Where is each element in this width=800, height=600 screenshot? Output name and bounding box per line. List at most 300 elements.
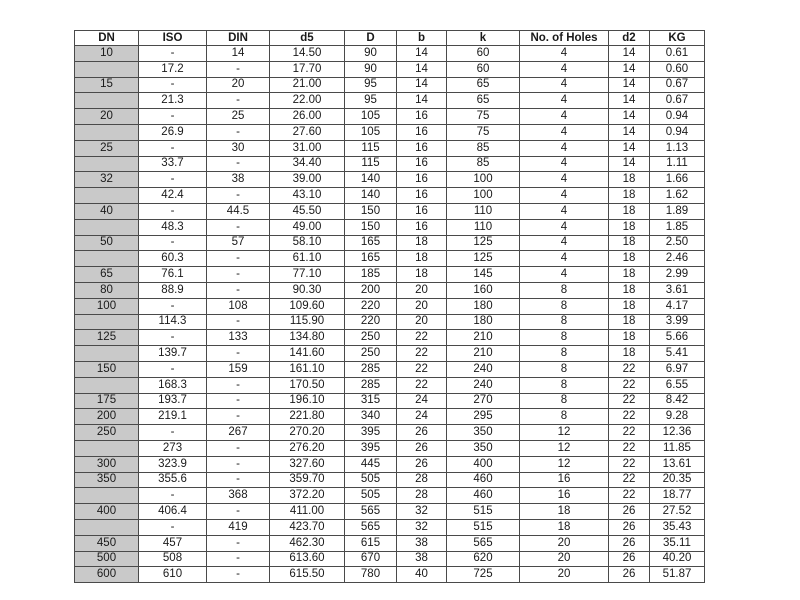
table-cell: - [139,235,207,251]
table-cell: 18 [609,330,650,346]
dn-cell: 300 [75,456,139,472]
table-cell: 35.11 [650,535,705,551]
dn-cell: 600 [75,567,139,583]
table-cell: 26 [609,535,650,551]
table-row [75,330,705,346]
dn-cell [75,314,139,330]
table-cell: 411.00 [270,504,345,520]
table-cell: 285 [345,377,397,393]
table-row [75,46,705,62]
table-cell: 170.50 [270,377,345,393]
table-cell: 4 [520,77,609,93]
table-cell: 95 [345,93,397,109]
column-header: d2 [609,31,650,46]
table-cell: 18 [609,203,650,219]
table-cell: 49.00 [270,219,345,235]
table-cell: 12 [520,456,609,472]
table-cell: 725 [447,567,520,583]
table-cell: 276.20 [270,440,345,456]
table-cell: 21.00 [270,77,345,93]
table-row [75,488,705,504]
dn-cell: 400 [75,504,139,520]
table-cell: 4 [520,46,609,62]
table-cell: - [139,140,207,156]
table-row [75,61,705,77]
table-cell: 14 [609,93,650,109]
table-cell: 90.30 [270,282,345,298]
table-cell: 210 [447,330,520,346]
table-row [75,346,705,362]
table-cell: 505 [345,472,397,488]
table-cell: 61.10 [270,251,345,267]
table-cell: - [207,251,270,267]
column-header: KG [650,31,705,46]
table-cell: 4 [520,267,609,283]
table-row [75,361,705,377]
table-cell: 0.67 [650,77,705,93]
dn-cell: 10 [75,46,139,62]
column-header: D [345,31,397,46]
table-cell: 16 [520,488,609,504]
table-cell: 4.17 [650,298,705,314]
table-cell: 220 [345,314,397,330]
dn-cell: 125 [75,330,139,346]
table-cell: 220 [345,298,397,314]
table-cell: 165 [345,251,397,267]
table-cell: 3.61 [650,282,705,298]
table-cell: 140 [345,172,397,188]
table-cell: 14 [609,77,650,93]
dn-cell: 175 [75,393,139,409]
table-cell: 462.30 [270,535,345,551]
table-cell: 240 [447,361,520,377]
table-cell: 4 [520,140,609,156]
table-cell: 168.3 [139,377,207,393]
table-cell: 20 [397,314,447,330]
table-cell: 8 [520,377,609,393]
table-row [75,472,705,488]
dn-cell: 50 [75,235,139,251]
table-cell: 1.89 [650,203,705,219]
dn-cell: 250 [75,425,139,441]
table-cell: - [207,346,270,362]
table-row [75,440,705,456]
table-cell: 38 [207,172,270,188]
table-row [75,140,705,156]
dn-cell [75,93,139,109]
table-cell: 22 [609,440,650,456]
table-cell: 85 [447,140,520,156]
table-cell: 8 [520,409,609,425]
table-cell: 295 [447,409,520,425]
table-cell: 8 [520,298,609,314]
table-row [75,235,705,251]
table-cell: 60 [447,46,520,62]
table-cell: 372.20 [270,488,345,504]
table-cell: 18 [609,219,650,235]
table-cell: 100 [447,188,520,204]
table-cell: 22.00 [270,93,345,109]
table-cell: 460 [447,472,520,488]
table-cell: 88.9 [139,282,207,298]
table-cell: 57 [207,235,270,251]
table-cell: 26.00 [270,109,345,125]
dn-cell [75,251,139,267]
table-cell: - [139,519,207,535]
dn-cell [75,61,139,77]
table-cell: 90 [345,46,397,62]
table-cell: 85 [447,156,520,172]
table-cell: 14 [609,140,650,156]
dn-cell [75,346,139,362]
table-cell: - [207,535,270,551]
table-row [75,551,705,567]
table-cell: 42.4 [139,188,207,204]
table-cell: 20 [207,77,270,93]
table-cell: 359.70 [270,472,345,488]
table-cell: 221.80 [270,409,345,425]
table-cell: 200 [345,282,397,298]
table-cell: 395 [345,440,397,456]
table-cell: 14 [609,109,650,125]
dn-cell: 20 [75,109,139,125]
table-row [75,156,705,172]
table-cell: - [207,567,270,583]
table-cell: 24 [397,409,447,425]
dn-cell: 200 [75,409,139,425]
table-cell: 26 [609,504,650,520]
table-cell: 77.10 [270,267,345,283]
table-cell: 4 [520,203,609,219]
table-cell: 505 [345,488,397,504]
column-header: b [397,31,447,46]
table-cell: 4 [520,188,609,204]
table-cell: 35.43 [650,519,705,535]
table-cell: - [207,393,270,409]
table-cell: 1.85 [650,219,705,235]
table-cell: 267 [207,425,270,441]
table-cell: 406.4 [139,504,207,520]
table-cell: 340 [345,409,397,425]
table-cell: 60.3 [139,251,207,267]
table-header-row [75,31,705,46]
table-cell: 30 [207,140,270,156]
table-cell: 14 [397,93,447,109]
table-cell: 4 [520,93,609,109]
table-cell: 100 [447,172,520,188]
table-cell: 14.50 [270,46,345,62]
table-row [75,188,705,204]
table-cell: - [207,551,270,567]
table-cell: 180 [447,314,520,330]
table-cell: 22 [609,488,650,504]
column-header: DN [75,31,139,46]
table-cell: 6.97 [650,361,705,377]
table-cell: 17.70 [270,61,345,77]
table-row [75,409,705,425]
table-cell: 0.94 [650,109,705,125]
table-cell: 8 [520,346,609,362]
column-header: ISO [139,31,207,46]
dn-cell: 15 [75,77,139,93]
dn-cell [75,156,139,172]
dn-cell [75,488,139,504]
table-cell: 18 [397,251,447,267]
table-cell: 3.99 [650,314,705,330]
table-cell: - [207,219,270,235]
table-cell: 125 [447,235,520,251]
table-cell: 2.99 [650,267,705,283]
dn-cell [75,219,139,235]
table-row [75,314,705,330]
table-cell: 26 [609,567,650,583]
dn-cell: 65 [75,267,139,283]
table-cell: 368 [207,488,270,504]
table-cell: - [139,488,207,504]
table-cell: 16 [397,219,447,235]
table-cell: 16 [520,472,609,488]
table-row [75,456,705,472]
table-cell: 18 [609,188,650,204]
dn-cell: 500 [75,551,139,567]
table-row [75,203,705,219]
table-cell: 250 [345,330,397,346]
table-cell: 14 [397,61,447,77]
table-cell: 32 [397,504,447,520]
table-cell: - [139,46,207,62]
table-cell: 16 [397,172,447,188]
table-cell: 22 [397,330,447,346]
table-cell: 51.87 [650,567,705,583]
table-cell: 18 [609,346,650,362]
column-header: k [447,31,520,46]
table-cell: 38 [397,551,447,567]
table-cell: 8 [520,282,609,298]
table-cell: 18 [609,298,650,314]
table-row [75,124,705,140]
table-cell: 323.9 [139,456,207,472]
table-cell: 0.94 [650,124,705,140]
table-cell: 33.7 [139,156,207,172]
table-cell: 4 [520,219,609,235]
table-cell: 140 [345,188,397,204]
table-cell: 75 [447,124,520,140]
table-cell: 95 [345,77,397,93]
table-cell: 43.10 [270,188,345,204]
table-body [75,46,705,583]
table-cell: 273 [139,440,207,456]
table-cell: 0.60 [650,61,705,77]
table-cell: 14 [609,156,650,172]
table-row [75,267,705,283]
table-cell: 125 [447,251,520,267]
table-cell: 40.20 [650,551,705,567]
table-cell: 16 [397,140,447,156]
table-cell: 620 [447,551,520,567]
table-cell: - [207,156,270,172]
table-cell: 110 [447,203,520,219]
table-cell: 22 [397,346,447,362]
table-cell: 610 [139,567,207,583]
table-cell: 159 [207,361,270,377]
table-cell: 457 [139,535,207,551]
table-row [75,377,705,393]
table-cell: 670 [345,551,397,567]
table-row [75,519,705,535]
table-cell: 21.3 [139,93,207,109]
table-cell: 16 [397,188,447,204]
table-cell: 27.52 [650,504,705,520]
table-cell: 31.00 [270,140,345,156]
flange-dimension-table [74,30,705,583]
table-cell: 8 [520,393,609,409]
column-header: d5 [270,31,345,46]
table-cell: 40 [397,567,447,583]
table-cell: 4 [520,172,609,188]
table-cell: 22 [609,425,650,441]
table-cell: 2.46 [650,251,705,267]
table-cell: 39.00 [270,172,345,188]
table-cell: 9.28 [650,409,705,425]
table-cell: 285 [345,361,397,377]
table-row [75,251,705,267]
table-cell: 14 [397,77,447,93]
table-cell: - [139,77,207,93]
table-cell: 18 [520,519,609,535]
table-cell: 115 [345,156,397,172]
table-cell: 14 [609,61,650,77]
table-cell: 109.60 [270,298,345,314]
table-row [75,298,705,314]
table-cell: 240 [447,377,520,393]
table-cell: - [139,109,207,125]
table-cell: 8 [520,361,609,377]
table-cell: 20 [520,535,609,551]
dn-cell: 40 [75,203,139,219]
table-cell: 350 [447,440,520,456]
table-cell: - [139,298,207,314]
table-cell: - [139,203,207,219]
table-cell: 355.6 [139,472,207,488]
table-cell: 4 [520,109,609,125]
table-cell: 20 [520,567,609,583]
table-cell: 133 [207,330,270,346]
table-row [75,393,705,409]
table-cell: 0.61 [650,46,705,62]
table-cell: 22 [609,393,650,409]
table-cell: 26 [397,440,447,456]
table-cell: 26 [397,456,447,472]
dn-cell [75,440,139,456]
table-row [75,425,705,441]
table-cell: 18 [609,251,650,267]
table-cell: 150 [345,203,397,219]
table-cell: 515 [447,519,520,535]
table-cell: 141.60 [270,346,345,362]
table-cell: 12 [520,440,609,456]
table-cell: 14 [397,46,447,62]
dn-cell: 25 [75,140,139,156]
table-cell: 196.10 [270,393,345,409]
table-cell: - [207,456,270,472]
table-cell: 14 [609,124,650,140]
dn-cell: 450 [75,535,139,551]
table-cell: 400 [447,456,520,472]
table-cell: 219.1 [139,409,207,425]
table-cell: 13.61 [650,456,705,472]
table-cell: 25 [207,109,270,125]
table-cell: 613.60 [270,551,345,567]
table-cell: 115.90 [270,314,345,330]
table-cell: - [207,282,270,298]
table-cell: 6.55 [650,377,705,393]
table-cell: 18 [609,267,650,283]
column-header: DIN [207,31,270,46]
table-cell: 76.1 [139,267,207,283]
table-cell: 20 [520,551,609,567]
table-cell: 45.50 [270,203,345,219]
table-cell: 160 [447,282,520,298]
table-cell: 44.5 [207,203,270,219]
table-cell: - [207,409,270,425]
table-cell: 18 [609,282,650,298]
table-row [75,535,705,551]
table-cell: 193.7 [139,393,207,409]
table-cell: 114.3 [139,314,207,330]
dn-cell [75,124,139,140]
dn-cell: 100 [75,298,139,314]
table-cell: 14 [609,46,650,62]
table-cell: 8.42 [650,393,705,409]
table-cell: 4 [520,124,609,140]
table-cell: 26 [397,425,447,441]
table-cell: 20 [397,282,447,298]
table-cell: 27.60 [270,124,345,140]
table-cell: - [207,377,270,393]
table-cell: 460 [447,488,520,504]
table-cell: 8 [520,330,609,346]
table-cell: 8 [520,314,609,330]
table-cell: 419 [207,519,270,535]
table-cell: - [207,472,270,488]
table-cell: 18 [397,235,447,251]
table-cell: 11.85 [650,440,705,456]
table-cell: 1.66 [650,172,705,188]
table-cell: 4 [520,251,609,267]
table-cell: 18 [609,172,650,188]
dn-cell: 150 [75,361,139,377]
table-cell: - [139,361,207,377]
table-cell: 24 [397,393,447,409]
table-cell: - [207,314,270,330]
table-row [75,93,705,109]
table-cell: 4 [520,156,609,172]
table-cell: 161.10 [270,361,345,377]
dn-cell: 350 [75,472,139,488]
table-cell: 16 [397,156,447,172]
table-cell: 18 [609,235,650,251]
dn-cell [75,377,139,393]
table-cell: 18 [609,314,650,330]
table-cell: 1.11 [650,156,705,172]
table-cell: 0.67 [650,93,705,109]
table-cell: 22 [609,472,650,488]
table-cell: 18 [520,504,609,520]
table-cell: 145 [447,267,520,283]
table-cell: 5.41 [650,346,705,362]
table-cell: - [139,172,207,188]
table-cell: 165 [345,235,397,251]
